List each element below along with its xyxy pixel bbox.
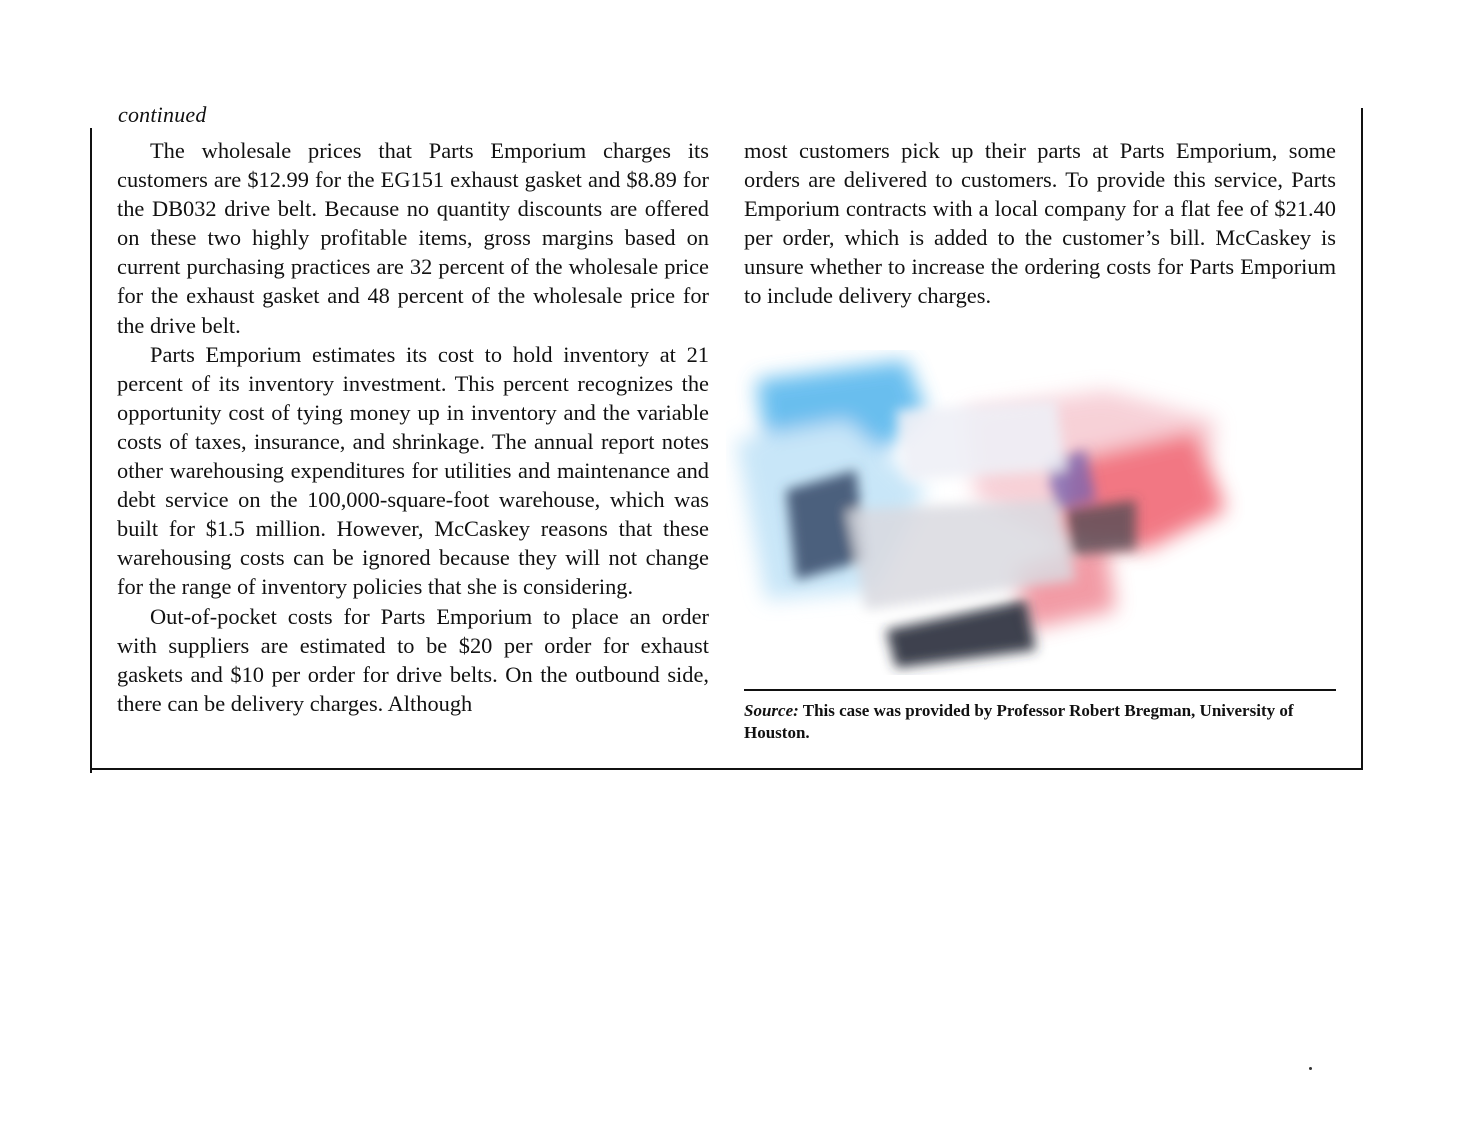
stray-dot <box>1309 1067 1312 1070</box>
frame-left-rule <box>90 128 92 773</box>
source-text: This case was provided by Professor Robert Bregman, University of Houston. <box>744 701 1294 742</box>
photo-blob-dark <box>886 600 1036 668</box>
photo-blob-white <box>896 400 1066 480</box>
frame-right-rule <box>1361 108 1363 770</box>
paragraph-ordering-cost: Out-of-pocket costs for Parts Emporium to place an order with suppliers are estimated to be $20 per order for exhaust gaskets and $10 per order for drive belts. On the outbound side, there can be delivery charges. Although <box>117 603 709 716</box>
case-photo <box>726 350 1326 675</box>
paragraph-wholesale-prices: The wholesale prices that Parts Emporium charges its customers are $12.99 for the EG151 exhaust gasket and $8.89 for the DB032 drive belt. Because no quantity discounts are offered on these two highly profitable items, gross margins based on current purchasing practices are 32 percent of the wholesale price for the exhaust gasket and 48 percent of the wholesale price for the drive belt. <box>117 138 709 338</box>
frame-bottom-rule <box>90 768 1363 770</box>
case-photo-art <box>726 350 1326 675</box>
source-note <box>744 700 1336 744</box>
source-label: Source: <box>744 701 799 720</box>
continued-label: continued <box>118 102 207 127</box>
paragraph-delivery-charges: most customers pick up their parts at Parts Emporium, some orders are delivered to customers. To provide this service, Parts Emporium contracts with a local company for a flat fee of $21.40 per order, which is added to the customer’s bill. McCaskey is unsure whether to increase the ordering costs for Parts Emporium to include delivery charges. <box>744 138 1336 309</box>
source-rule <box>744 689 1336 691</box>
left-text-column <box>117 136 709 718</box>
paragraph-holding-cost: Parts Emporium estimates its cost to hold inventory at 21 percent of its inventory investment. This percent recognizes the opportunity cost of tying money up in inventory and the variable costs of taxes, insurance, and shrinkage. The annual report notes other warehousing expenditures for utilities and maintenance and debt service on the 100,000-square-foot warehouse, which was built for $1.5 million. However, McCaskey reasons that these warehousing costs can be ignored because they will not change for the range of inventory policies that she is considering. <box>117 341 709 600</box>
right-text-column <box>744 136 1336 311</box>
